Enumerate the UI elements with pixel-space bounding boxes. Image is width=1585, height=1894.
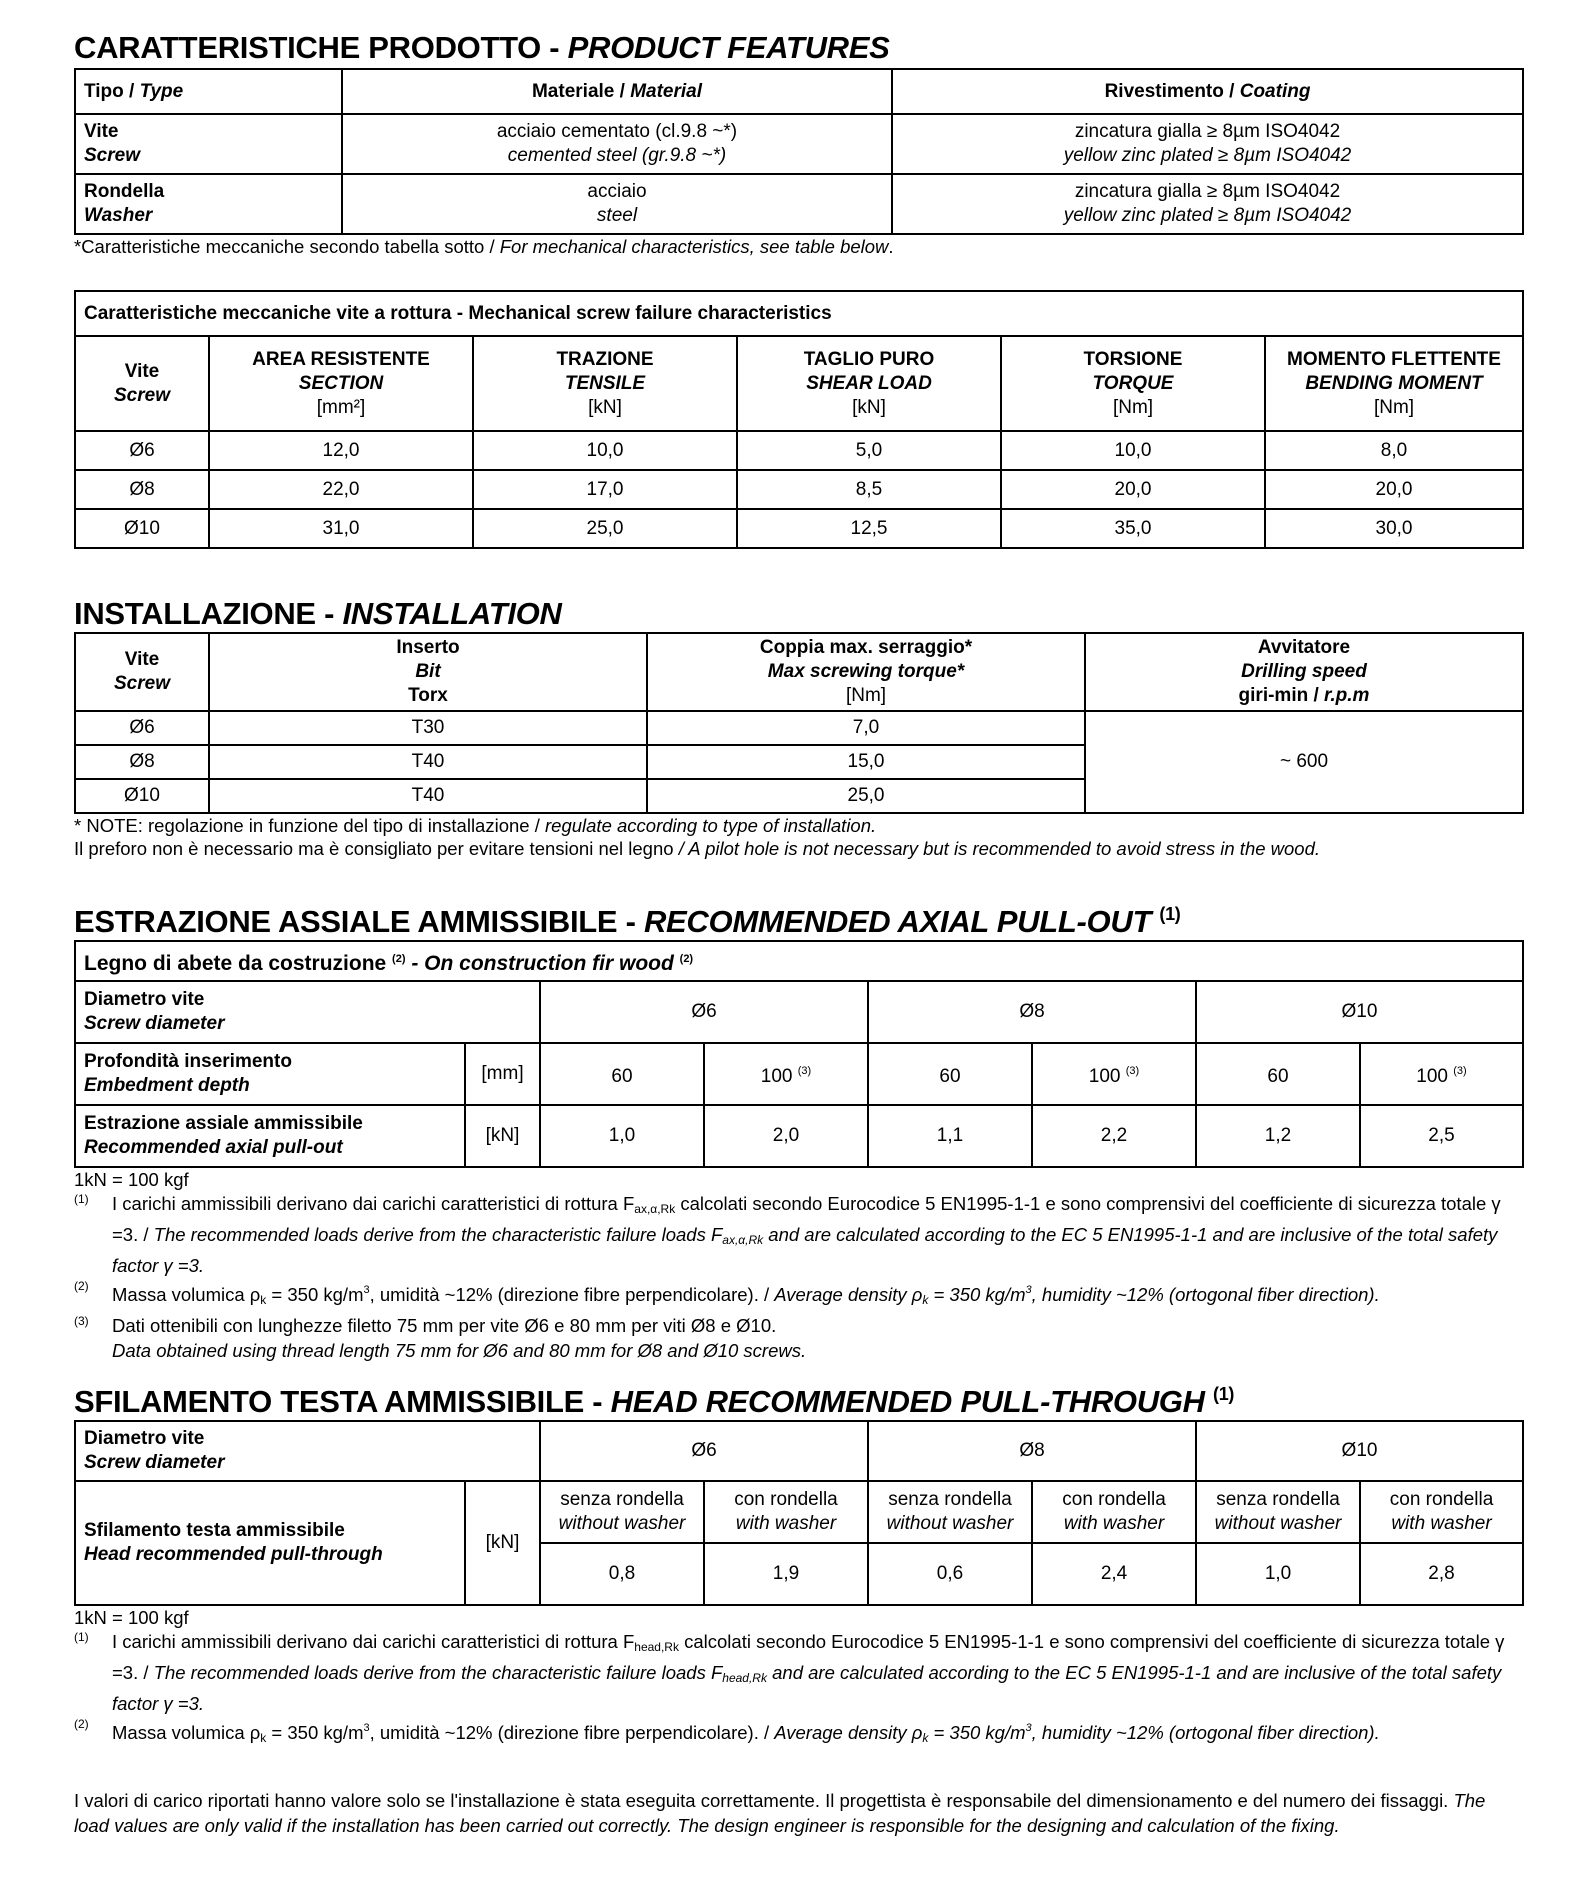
cell: 31,0 — [209, 509, 473, 548]
table-row — [75, 470, 1523, 509]
footnote-2: (2) Massa volumica $\rho_k = 350$ $kg/m^3$, umidità ~12% (direzione fibre perpendicolare). / Average density $\rho_k = 350$ $kg/m^3$, humidity ~12% (ortogonal fiber direction). — [74, 1279, 1380, 1307]
cell: 17,0 — [473, 470, 737, 509]
header-torque: Coppia max. serraggio* Max screwing torque* [Nm] — [647, 633, 1085, 711]
cell: 2,8 — [1360, 1543, 1523, 1605]
installation-note: * NOTE: regolazione in funzione del tipo di installazione / regulate according to type of installation. — [74, 815, 877, 836]
cell: 5,0 — [737, 431, 1001, 470]
material-cell: acciaio cementato (cl.9.8 ~*) cemented steel (gr.9.8 ~*) — [342, 114, 892, 174]
cell: 100 $^{(3)}$ — [704, 1043, 868, 1105]
type-cell: Vite Screw — [75, 114, 342, 174]
cell: 1,0 — [1196, 1543, 1360, 1605]
cell: Ø6 — [540, 1421, 868, 1481]
cell: 12,5 — [737, 509, 1001, 548]
header-coating: Rivestimento / Coating — [892, 69, 1523, 114]
header-torque: TORSIONE TORQUE [Nm] — [1001, 336, 1265, 431]
cell: senza rondella without washer — [540, 1481, 704, 1543]
mechanical-table-title: Caratteristiche meccaniche vite a rottura - Mechanical screw failure characteristics — [75, 291, 1523, 336]
table-header-row — [75, 336, 1523, 431]
cell: Ø10 — [1196, 1421, 1523, 1481]
wood-type-row: Legno di abete da costruzione $^{(2)}$ - On construction fir wood $^{(2)}$ — [75, 941, 1523, 981]
cell: Ø8 — [75, 745, 209, 779]
coating-cell: zincatura gialla ≥ 8µm ISO4042 yellow zinc plated ≥ 8µm ISO4042 — [892, 174, 1523, 234]
cell: 20,0 — [1001, 470, 1265, 509]
installation-title: INSTALLAZIONE - INSTALLATION — [74, 596, 562, 631]
cell: 2,4 — [1032, 1543, 1196, 1605]
cell: 0,8 — [540, 1543, 704, 1605]
depth-row — [75, 1043, 1523, 1105]
cell: 1,0 — [540, 1105, 704, 1167]
header-screw: Vite Screw — [75, 633, 209, 711]
table-row — [75, 114, 1523, 174]
cell: Ø6 — [75, 711, 209, 745]
header-type: Tipo / Type — [75, 69, 342, 114]
cell: con rondella with washer — [1032, 1481, 1196, 1543]
cell: T30 — [209, 711, 647, 745]
cell: 35,0 — [1001, 509, 1265, 548]
header-section: AREA RESISTENTE SECTION [mm²] — [209, 336, 473, 431]
header-bending: MOMENTO FLETTENTE BENDING MOMENT [Nm] — [1265, 336, 1523, 431]
table-row — [75, 711, 1523, 745]
cell: 8,0 — [1265, 431, 1523, 470]
footnote-1: (1) I carichi ammissibili derivano dai carichi caratteristici di rottura $F_{ax,\alpha,Rk}$ calcolati secondo Eurocodice 5 EN1995-1-1 e sono comprensivi del coefficiente di sicurezza totale γ =3. / The recommended loads derive from the characteristic failure loads $F_{ax,\alpha,Rk}$ and are calculated according to the EC 5 EN1995-1-1 and are inclusive of the total safety factor γ =3. — [74, 1192, 1501, 1276]
cell: 60 — [540, 1043, 704, 1105]
conversion-note: 1kN = 100 kgf — [74, 1607, 189, 1628]
cell: 2,0 — [704, 1105, 868, 1167]
axial-pullout-section — [74, 896, 1524, 1363]
head-pullthrough-section — [74, 1376, 1524, 1751]
cell: 7,0 — [647, 711, 1085, 745]
title-it: CARATTERISTICHE PRODOTTO - — [74, 30, 568, 65]
disclaimer: I valori di carico riportati hanno valore solo se l'installazione è stata eseguita correttamente. Il progettista è responsabile del dimensionamento e del numero dei fissaggi. The load values are only valid if the installation has been carried out correctly. The design engineer is responsible for the designing and calculation of the fixing. — [74, 1790, 1486, 1836]
cell: Ø8 — [75, 470, 209, 509]
cell: 60 — [868, 1043, 1032, 1105]
installation-section — [74, 596, 1524, 860]
header-tensile: TRAZIONE TENSILE [kN] — [473, 336, 737, 431]
diameter-row — [75, 981, 1523, 1043]
cell: con rondella with washer — [704, 1481, 868, 1543]
cell: Ø6 — [75, 431, 209, 470]
cell: 8,5 — [737, 470, 1001, 509]
type-cell: Rondella Washer — [75, 174, 342, 234]
cell: Ø8 — [868, 1421, 1196, 1481]
speed-value-cell: ~ 600 — [1085, 711, 1523, 813]
unit-cell: [kN] — [465, 1481, 540, 1605]
cell: 1,9 — [704, 1543, 868, 1605]
cell: T40 — [209, 745, 647, 779]
cell: 10,0 — [473, 431, 737, 470]
cell: senza rondella without washer — [1196, 1481, 1360, 1543]
cell: senza rondella without washer — [868, 1481, 1032, 1543]
cell: 100 $^{(3)}$ — [1032, 1043, 1196, 1105]
cell: 20,0 — [1265, 470, 1523, 509]
cell: 12,0 — [209, 431, 473, 470]
header-shear: TAGLIO PURO SHEAR LOAD [kN] — [737, 336, 1001, 431]
cell: con rondella with washer — [1360, 1481, 1523, 1543]
table-row — [75, 174, 1523, 234]
cell: 1,2 — [1196, 1105, 1360, 1167]
cell: 100 $^{(3)}$ — [1360, 1043, 1523, 1105]
coating-cell: zincatura gialla ≥ 8µm ISO4042 yellow zinc plated ≥ 8µm ISO4042 — [892, 114, 1523, 174]
installation-table — [74, 632, 1524, 814]
product-features-title — [74, 30, 1524, 66]
pullout-label: Estrazione assiale ammissibile Recommended axial pull-out — [75, 1105, 465, 1167]
mechanical-section — [74, 290, 1524, 549]
pullthrough-label: Sfilamento testa ammissibile Head recommended pull-through — [75, 1481, 465, 1605]
unit-cell: [kN] — [465, 1105, 540, 1167]
cell: Ø8 — [868, 981, 1196, 1043]
features-note: *Caratteristiche meccaniche secondo tabella sotto / For mechanical characteristics, see table below. — [74, 236, 894, 257]
cell: 0,6 — [868, 1543, 1032, 1605]
footnote-1: (1) I carichi ammissibili derivano dai carichi caratteristici di rottura $F_{head,Rk}$ calcolati secondo Eurocodice 5 EN1995-1-1 e sono comprensivi del coefficiente di sicurezza totale γ =3. / The recommended loads derive from the characteristic failure loads $F_{head,Rk}$ and are calculated according to the EC 5 EN1995-1-1 and are inclusive of the total safety factor γ =3. — [74, 1630, 1505, 1714]
footnote-2: (2) Massa volumica $\rho_k = 350$ $kg/m^3$, umidità ~12% (direzione fibre perpendicolare). / Average density $\rho_k = 350$ $kg/m^3$, humidity ~12% (ortogonal fiber direction). — [74, 1717, 1380, 1745]
cell: 60 — [1196, 1043, 1360, 1105]
depth-label: Profondità inserimento Embedment depth — [75, 1043, 465, 1105]
cell: 30,0 — [1265, 509, 1523, 548]
product-features-section — [74, 30, 1524, 258]
cell: 15,0 — [647, 745, 1085, 779]
cell: 2,2 — [1032, 1105, 1196, 1167]
unit-cell: [mm] — [465, 1043, 540, 1105]
header-screw: Vite Screw — [75, 336, 209, 431]
table-row — [75, 509, 1523, 548]
pullout-row — [75, 1105, 1523, 1167]
material-cell: acciaio steel — [342, 174, 892, 234]
footnote-3: (3) Dati ottenibili con lunghezze filetto 75 mm per vite Ø6 e 80 mm per viti Ø8 e Ø10. Data obtained using thread length 75 mm for Ø6 and 80 mm for Ø8 and Ø10 screws. — [74, 1314, 807, 1361]
pilot-hole-note: Il preforo non è necessario ma è consigliato per evitare tensioni nel legno / A pilot hole is not necessary but is recommended to avoid stress in the wood. — [74, 838, 1321, 859]
table-header-row — [75, 69, 1523, 114]
diameter-label: Diametro vite Screw diameter — [75, 981, 540, 1043]
title-en: PRODUCT FEATURES — [567, 30, 890, 65]
cell: Ø10 — [75, 779, 209, 813]
cell: 25,0 — [473, 509, 737, 548]
mechanical-table — [74, 290, 1524, 549]
cell: Ø6 — [540, 981, 868, 1043]
head-pullthrough-title: SFILAMENTO TESTA AMMISSIBILE - HEAD RECOMMENDED PULL-THROUGH $^{(1)}$ — [74, 1384, 1235, 1419]
cell: 1,1 — [868, 1105, 1032, 1167]
cell: 22,0 — [209, 470, 473, 509]
header-bit: Inserto Bit Torx — [209, 633, 647, 711]
cell: 10,0 — [1001, 431, 1265, 470]
axial-pullout-title: ESTRAZIONE ASSIALE AMMISSIBILE - RECOMMENDED AXIAL PULL-OUT $^{(1)}$ — [74, 904, 1181, 939]
head-pullthrough-table — [74, 1420, 1524, 1606]
header-material: Materiale / Material — [342, 69, 892, 114]
header-speed: Avvitatore Drilling speed giri-min / r.p.m — [1085, 633, 1523, 711]
cell: Ø10 — [75, 509, 209, 548]
cell: Ø10 — [1196, 981, 1523, 1043]
diameter-label: Diametro vite Screw diameter — [75, 1421, 540, 1481]
product-features-table — [74, 68, 1524, 235]
cell: T40 — [209, 779, 647, 813]
cell: 25,0 — [647, 779, 1085, 813]
diameter-row — [75, 1421, 1523, 1481]
cell: 2,5 — [1360, 1105, 1523, 1167]
table-header-row — [75, 633, 1523, 711]
axial-pullout-table — [74, 940, 1524, 1168]
conversion-note: 1kN = 100 kgf — [74, 1169, 189, 1190]
washer-row — [75, 1481, 1523, 1543]
table-row — [75, 431, 1523, 470]
